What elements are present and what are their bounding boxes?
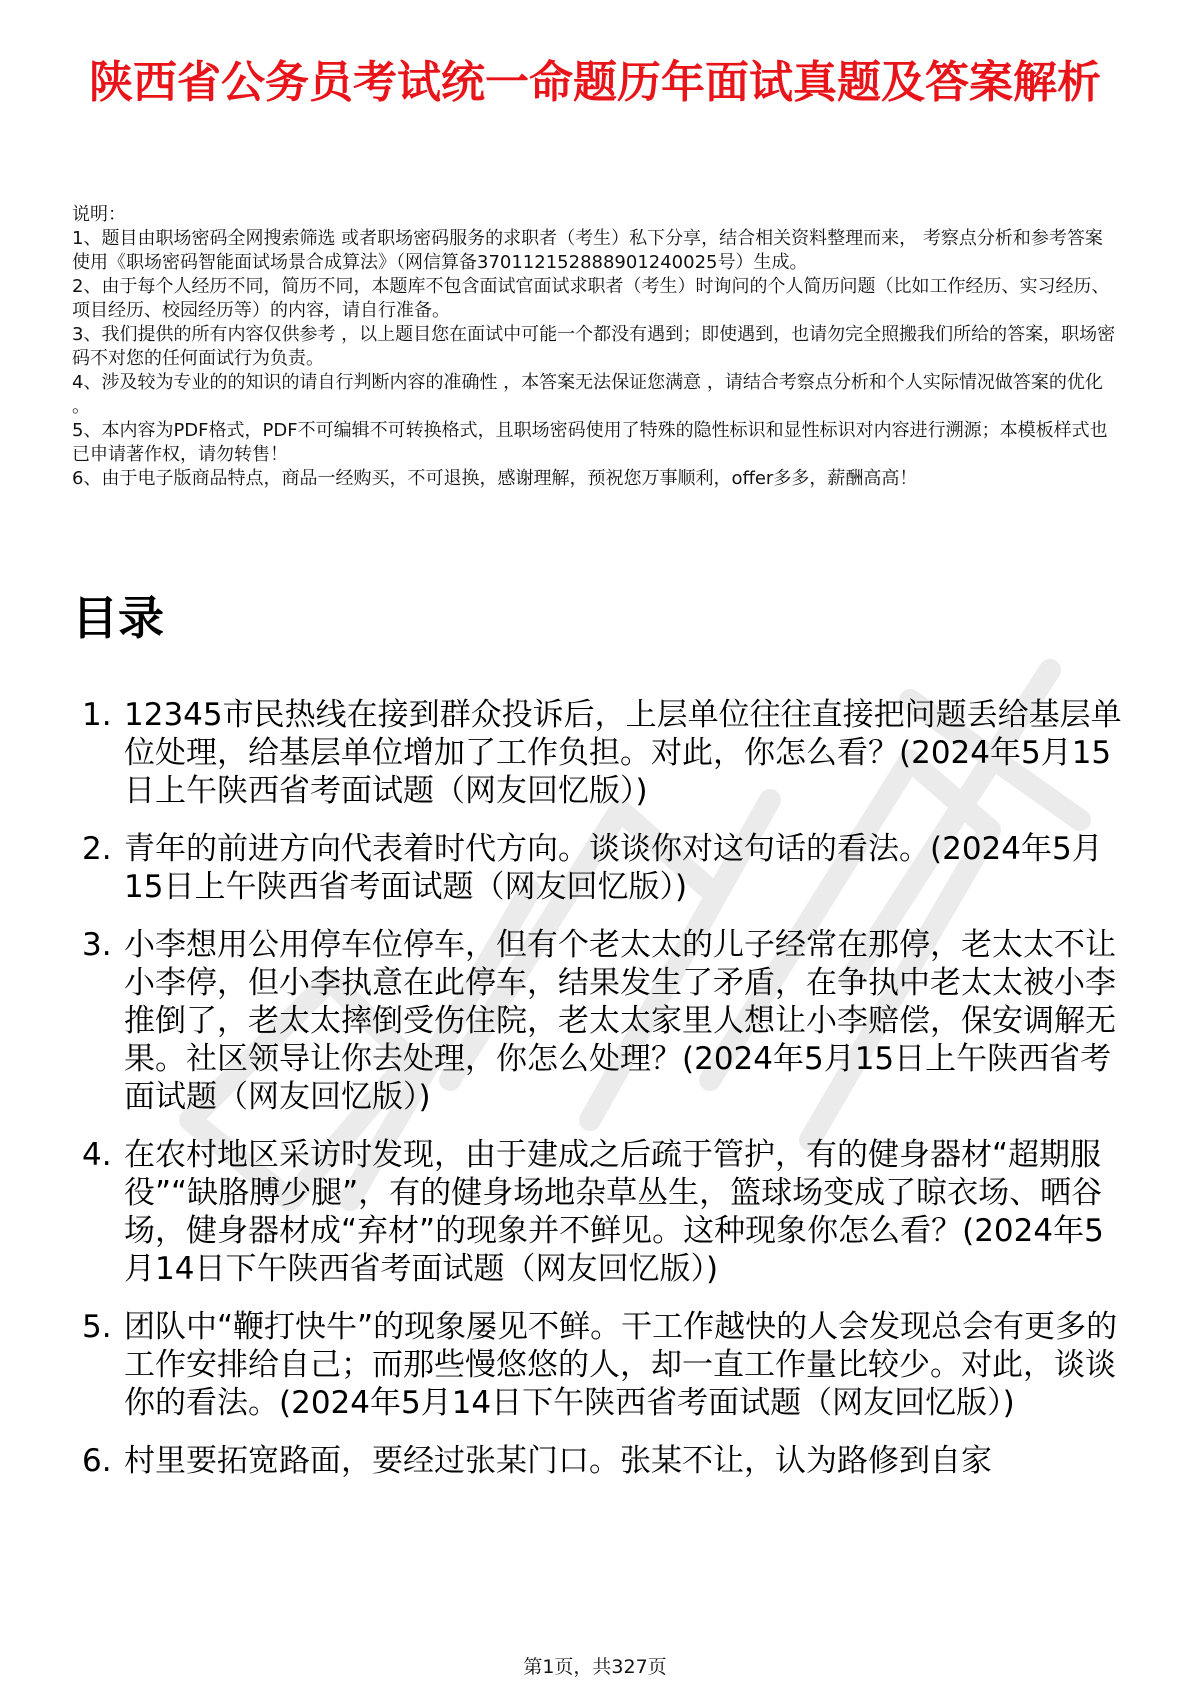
note-item: 3、我们提供的所有内容仅供参考 ，以上题目您在面试中可能一个都没有遇到；即使遇到，也请勿完全照搬我们所给的答案，职场密码不对您的任何面试行为负责。 (72, 324, 1116, 369)
toc-item[interactable] (72, 926, 1132, 1116)
notes-heading: 说明： (72, 204, 126, 225)
toc-item[interactable] (72, 830, 1132, 906)
disclaimer-notes (72, 203, 1120, 491)
note-item: 2、由于每个人经历不同，简历不同，本题库不包含面试官面试求职者（考生）时询问的个人简历问题（比如工作经历、实习经历、项目经历、校园经历等）的内容，请自行准备。 (72, 276, 1110, 321)
toc-list (72, 696, 1132, 1500)
toc-item[interactable] (72, 1442, 1132, 1480)
toc-item-text: 青年的前进方向代表着时代方向。谈谈你对这句话的看法。(2024年5月15日上午陕西省考面试题（网友回忆版）) (124, 831, 1103, 905)
note-item: 4、涉及较为专业的的知识的请自行判断内容的准确性 ，本答案无法保证您满意 ，请结合考察点分析和个人实际情况做答案的优化 。 (72, 372, 1103, 417)
toc-item-text: 12345市民热线在接到群众投诉后，上层单位往往直接把问题丢给基层单位处理，给基层单位增加了工作负担。对此，你怎么看？(2024年5月15日上午陕西省考面试题（网友回忆版）) (124, 697, 1122, 809)
toc-item-text: 小李想用公用停车位停车，但有个老太太的儿子经常在那停，老太太不让小李停，但小李执意在此停车，结果发生了矛盾，在争执中老太太被小李推倒了，老太太摔倒受伤住院，老太太家里人想让小李赔偿，保安调解无果。社区领导让你去处理，你怎么处理？(2024年5月15日上午陕西省考面试题（网友回忆版）) (124, 927, 1116, 1115)
toc-item-number: 4. (82, 1137, 112, 1173)
toc-item-number: 3. (82, 927, 112, 963)
note-item: 5、本内容为PDF格式，PDF不可编辑不可转换格式，且职场密码使用了特殊的隐性标识和显性标识对内容进行溯源；本模板样式也已申请著作权，请勿转售！ (72, 420, 1108, 465)
toc-item[interactable] (72, 696, 1132, 810)
toc-item-text: 团队中“鞭打快牛”的现象屡见不鲜。干工作越快的人会发现总会有更多的工作安排给自己；而那些慢悠悠的人，却一直工作量比较少。对此，谈谈你的看法。(2024年5月14日下午陕西省考面试题（网友回忆版）) (124, 1309, 1118, 1421)
toc-item-text: 村里要拓宽路面，要经过张某门口。张某不让，认为路修到自家 (124, 1443, 992, 1479)
toc-item[interactable] (72, 1308, 1132, 1422)
toc-item[interactable] (72, 1136, 1132, 1288)
document-title: 陕西省公务员考试统一命题历年面试真题及答案解析 (89, 57, 1101, 108)
note-item: 6、由于电子版商品特点，商品一经购买，不可退换，感谢理解，预祝您万事顺利，offer多多，薪酬高高！ (72, 468, 918, 489)
toc-heading: 目录 (72, 591, 164, 645)
toc-item-number: 2. (82, 831, 112, 867)
toc-item-text: 在农村地区采访时发现，由于建成之后疏于管护，有的健身器材“超期服役”“缺胳膊少腿”，有的健身场地杂草丛生，篮球场变成了晾衣场、晒谷场，健身器材成“弃材”的现象并不鲜见。这种现象你怎么看？(2024年5月14日下午陕西省考面试题（网友回忆版）) (124, 1137, 1104, 1287)
toc-item-number: 6. (82, 1443, 112, 1479)
note-item: 1、题目由职场密码全网搜索筛选 或者职场密码服务的求职者（考生）私下分享，结合相关资料整理而来， 考察点分析和参考答案使用《职场密码智能面试场景合成算法》（网信算备370112152888901240025号）生成。 (72, 228, 1103, 273)
toc-item-number: 1. (82, 697, 112, 733)
page-footer: 第1页，共327页 (523, 1656, 667, 1678)
toc-item-number: 5. (82, 1309, 112, 1345)
